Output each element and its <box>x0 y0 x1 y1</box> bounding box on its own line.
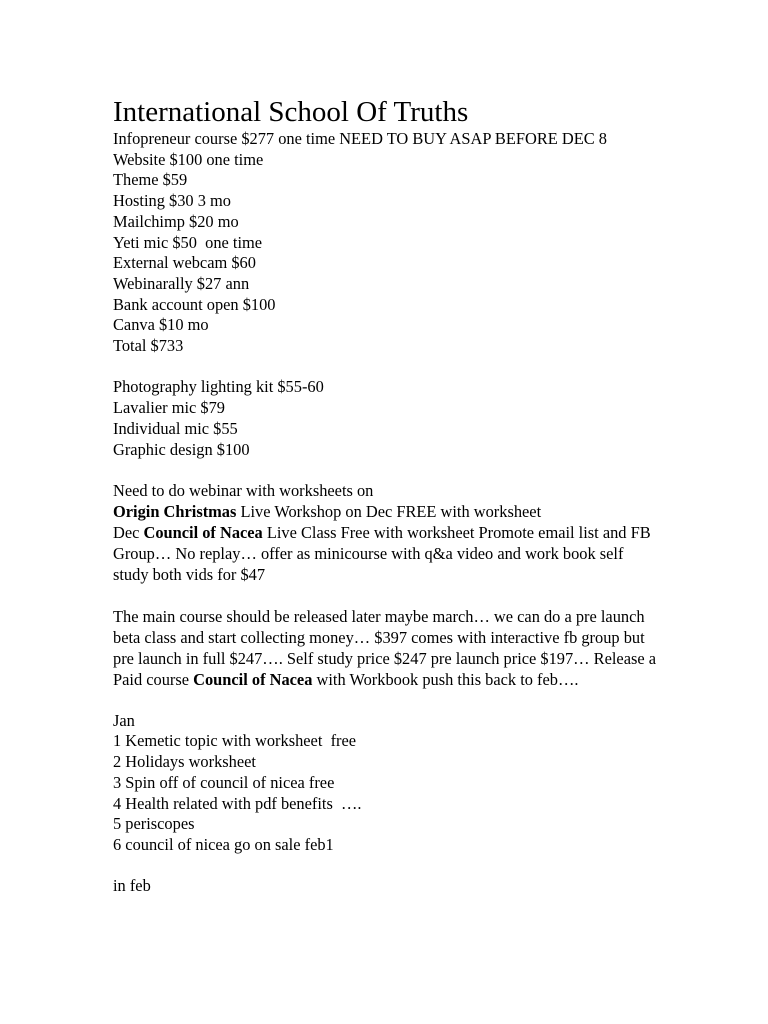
council-details: Live Class Free with worksheet Promote email list and FB Group… No replay… offer as minicourse with q&a video and work book self study both vids for $47 <box>113 523 651 585</box>
jan-item: 1 Kemetic topic with worksheet free <box>113 731 357 751</box>
origin-christmas-label: Origin Christmas <box>113 501 237 521</box>
main-course-tail: with Workbook push this back to feb…. <box>312 670 579 690</box>
cost-item: Mailchimp $20 mo <box>113 211 239 231</box>
cost-item: External webcam $60 <box>113 253 256 273</box>
cost-item: Canva $10 mo <box>113 315 209 335</box>
webinar-section <box>113 481 658 585</box>
cost-item: Bank account open $100 <box>113 294 276 314</box>
cost-item: Website $100 one time <box>113 149 264 169</box>
extra-item: Photography lighting kit $55-60 <box>113 377 324 397</box>
webinar-council <box>113 522 658 585</box>
cost-item: Yeti mic $50 one time <box>113 232 263 252</box>
jan-item: 4 Health related with pdf benefits …. <box>113 793 362 813</box>
jan-section <box>113 711 658 856</box>
spacer <box>113 460 658 481</box>
cost-item: Infopreneur course $277 one time NEED TO BUY ASAP BEFORE DEC 8 <box>113 129 607 148</box>
dec-prefix: Dec <box>113 523 144 543</box>
origin-christmas-details: Live Workshop on Dec FREE with worksheet <box>236 501 542 521</box>
main-course-paragraph <box>113 606 658 690</box>
main-course-bold: Council of Nacea <box>193 670 313 690</box>
cost-item: Webinarally $27 ann <box>113 273 250 293</box>
extra-item: Graphic design $100 <box>113 439 250 459</box>
jan-item: 5 periscopes <box>113 814 195 834</box>
cost-item: Theme $59 <box>113 170 188 190</box>
jan-item: 6 council of nicea go on sale feb1 <box>113 834 334 854</box>
extra-item: Lavalier mic $79 <box>113 398 225 418</box>
jan-item: 2 Holidays worksheet <box>113 752 256 772</box>
webinar-intro: Need to do webinar with worksheets on <box>113 480 374 500</box>
cost-list <box>113 129 658 357</box>
spacer <box>113 856 658 877</box>
feb-heading: in feb <box>113 876 151 896</box>
jan-item: 3 Spin off of council of nicea free <box>113 772 335 792</box>
document-body <box>113 95 658 897</box>
extras-list <box>113 377 658 460</box>
spacer <box>113 357 658 378</box>
cost-item: Hosting $30 3 mo <box>113 191 231 211</box>
extra-item: Individual mic $55 <box>113 418 238 438</box>
jan-heading: Jan <box>113 710 135 730</box>
webinar-origin-christmas <box>113 502 658 523</box>
document-title: International School Of Truths <box>113 96 469 128</box>
spacer <box>113 690 658 711</box>
cost-total: Total $733 <box>113 336 184 356</box>
spacer <box>113 585 658 606</box>
main-course-text: The main course should be released later maybe march… we can do a pre launch beta class and start collecting money… $397 comes with interactive fb group but pre launch in full $247…. Self study price $247 pre launch price $197… Release a Paid course <box>113 607 657 690</box>
council-label: Council of Nacea <box>143 523 263 543</box>
